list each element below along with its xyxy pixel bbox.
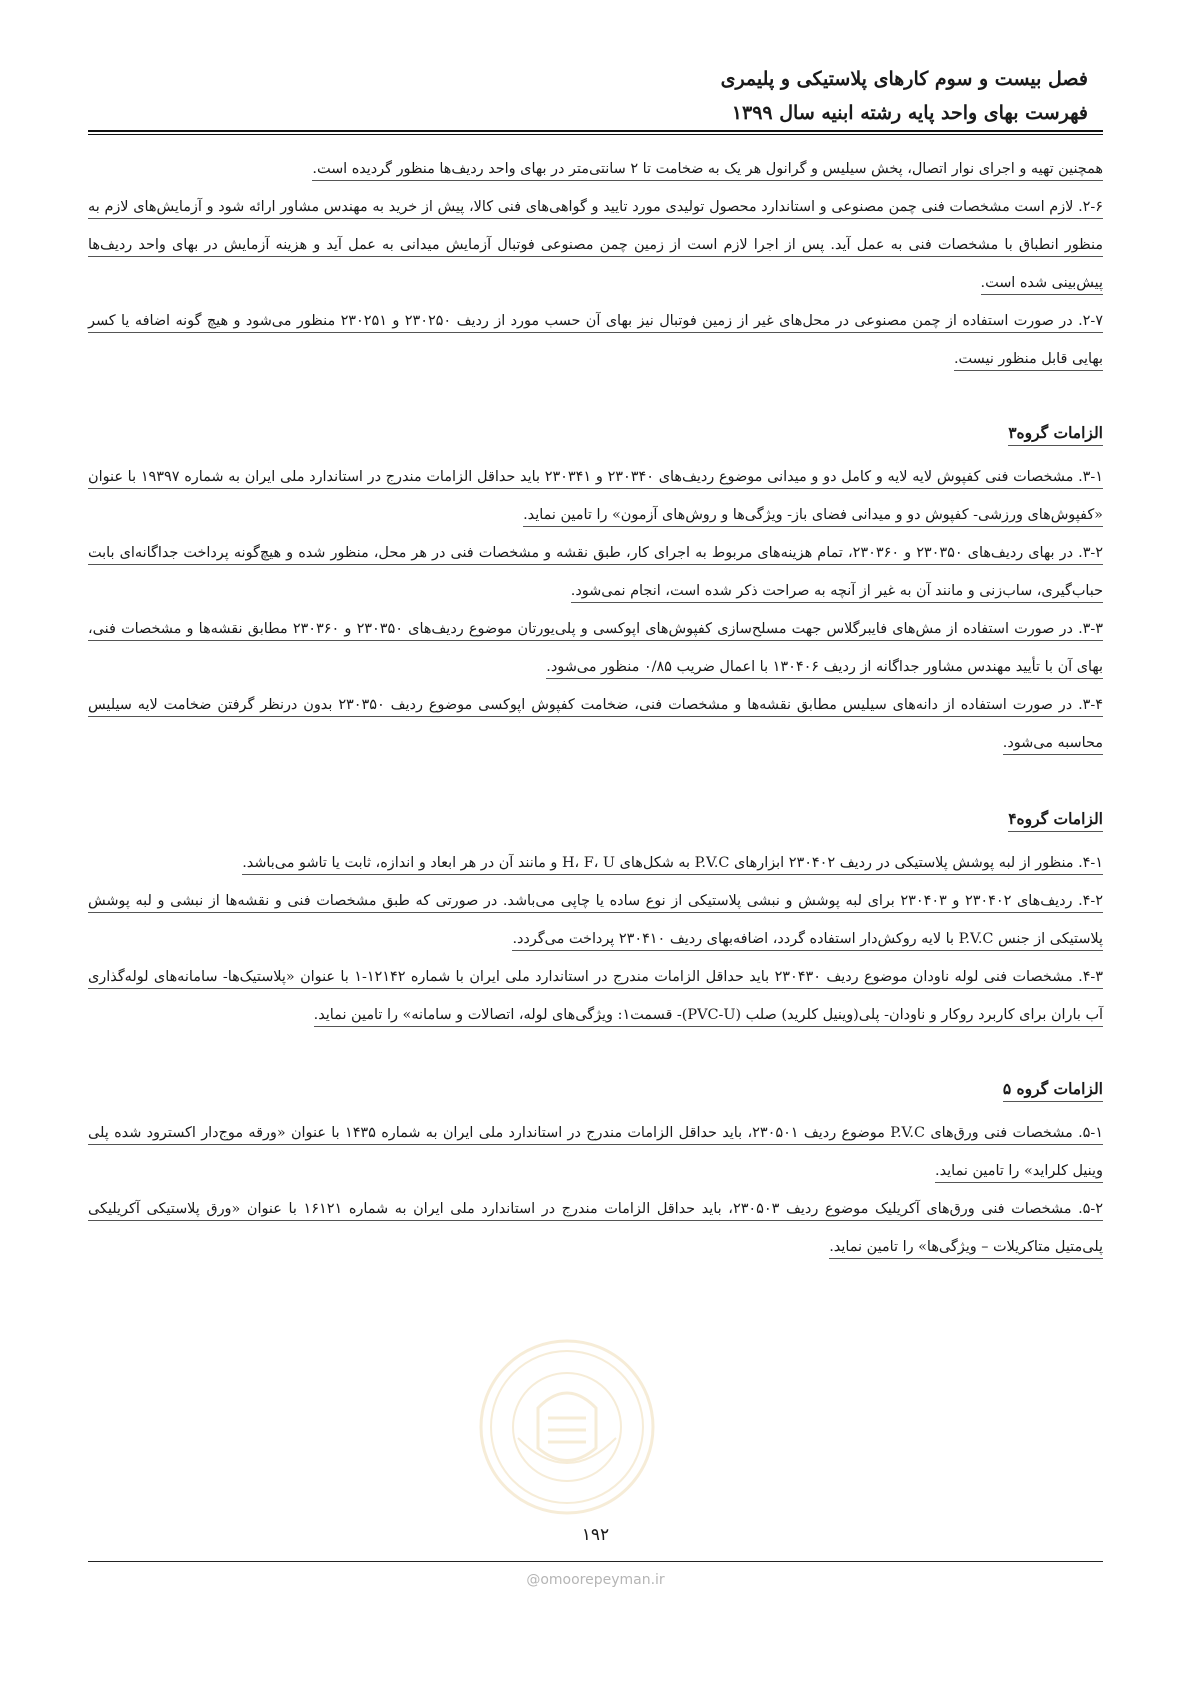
paragraph-3-2-text: ۳-۲. در بهای ردیف‌های ۲۳۰۳۵۰ و ۲۳۰۳۶۰، تمام هزینه‌های مربوط به اجرای کار، طبق نقشه و مشخصات فنی در هر محل، منظور شده و هیچ‌گونه پرداخت جداگانه‌ای بابت حباب‌گیری، ساب‌زنی و مانند آن به غیر از آنچه به صراحت ذکر شده است، انجام نمی‌شود.: [88, 545, 1103, 603]
header-rule-thick: [88, 130, 1103, 132]
paragraph-5-2-text: ۵-۲. مشخصات فنی ورق‌های آکریلیک موضوع ردیف ۲۳۰۵۰۳، باید حداقل الزامات مندرج در استاندارد ملی ایران به شماره ۱۶۱۲۱ با عنوان «ورق پلاستیکی آکریلیکی پلی‌متیل متاکریلات – ویژگی‌ها» را تامین نماید.: [88, 1201, 1103, 1259]
paragraph-4-3-text: ۴-۳. مشخصات فنی لوله ناودان موضوع ردیف ۲۳۰۴۳۰ باید حداقل الزامات مندرج در استاندارد ملی ایران با شماره ۱۲۱۴۲-۱ با عنوان «پلاستیک‌ها- سامانه‌های لوله‌گذاری آب باران برای کاربرد روکار و ناودان- پلی(وینیل کلرید) صلب (PVC-U)- قسمت۱: ویژگی‌های لوله، اتصالات و سامانه» را تامین نماید.: [88, 969, 1103, 1027]
paragraph-3-2: [88, 534, 1103, 610]
heading-group-3-text: الزامات گروه۳: [1008, 423, 1103, 446]
paragraph-4-2: [88, 882, 1103, 958]
document-body: [88, 150, 1103, 1266]
paragraph-4-1: [88, 844, 1103, 882]
paragraph-4-3: [88, 958, 1103, 1034]
paragraph-3-4: [88, 686, 1103, 762]
section-gap: [88, 1034, 1103, 1070]
paragraph-5-1-text: ۵-۱. مشخصات فنی ورق‌های P.V.C موضوع ردیف ۲۳۰۵۰۱، باید حداقل الزامات مندرج در استاندارد ملی ایران به شماره ۱۴۳۵ با عنوان «ورقه موج‌دار اکسترود شده پلی وینیل کلراید» را تامین نماید.: [88, 1125, 1103, 1183]
paragraph-5-1: [88, 1114, 1103, 1190]
paragraph-4-2-text: ۴-۲. ردیف‌های ۲۳۰۴۰۲ و ۲۳۰۴۰۳ برای لبه پوشش و نبشی پلاستیکی از نوع ساده یا چاپی می‌باشد. در صورتی که طبق مشخصات فنی و نقشه‌ها از نبشی و لبه پوشش پلاستیکی از جنس P.V.C با لایه روکش‌دار استفاده گردد، اضافه‌بهای ردیف ۲۳۰۴۱۰ پرداخت می‌گردد.: [88, 893, 1103, 951]
paragraph-2-7-text: ۲-۷. در صورت استفاده از چمن مصنوعی در محل‌های غیر از زمین فوتبال نیز بهای آن حسب مورد از ردیف ۲۳۰۲۵۰ و ۲۳۰۲۵۱ منظور می‌شود و هیچ گونه اضافه یا کسر بهایی قابل منظور نیست.: [88, 313, 1103, 371]
paragraph-5-2: [88, 1190, 1103, 1266]
footer-rule: [88, 1561, 1103, 1562]
section-gap: [88, 378, 1103, 414]
paragraph-4-1-text: ۴-۱. منظور از لبه پوشش پلاستیکی در ردیف ۲۳۰۴۰۲ ابزارهای P.V.C به شکل‌های H، F، U و مانند آن در هر ابعاد و اندازه، ثابت یا تاشو می‌باشد.: [242, 855, 1103, 875]
paragraph-2-6: [88, 188, 1103, 302]
paragraph-3-3: [88, 610, 1103, 686]
price-list-title: فهرست بهای واحد پایه رشته ابنیه سال ۱۳۹۹: [731, 102, 1088, 124]
page-header: [721, 62, 1088, 130]
seal-emblem-icon: [478, 1338, 656, 1516]
chapter-title: فصل بیست و سوم کارهای پلاستیکی و پلیمری: [720, 68, 1088, 90]
paragraph-2-6-text: ۲-۶. لازم است مشخصات فنی چمن مصنوعی و استاندارد محصول تولیدی مورد تایید و گواهی‌های فنی کالا، پیش از خرید به مهندس مشاور ارائه شود و آزمایش‌های لازم به منظور انطباق با مشخصات فنی به عمل آید. پس از اجرا لازم است از زمین چمن مصنوعی فوتبال آزمایش میدانی به عمل آید و هزینه آزمایش در بهای واحد ردیف‌ها پیش‌بینی شده است.: [88, 199, 1103, 295]
site-watermark: @omoorepeyman.ir: [526, 1572, 665, 1588]
paragraph-3-1: [88, 458, 1103, 534]
heading-group-5: [88, 1070, 1103, 1108]
paragraph-intro-text: همچنین تهیه و اجرای نوار اتصال، پخش سیلیس و گرانول هر یک به ضخامت تا ۲ سانتی‌متر در بهای واحد ردیف‌ها منظور گردیده است.: [312, 161, 1103, 181]
page-number: ۱۹۲: [581, 1525, 610, 1545]
heading-group-4: [88, 800, 1103, 838]
paragraph-3-3-text: ۳-۳. در صورت استفاده از مش‌های فایبرگلاس جهت مسلح‌سازی کفپوش‌های اپوکسی و پلی‌یورتان موضوع ردیف‌های ۲۳۰۳۵۰ و ۲۳۰۳۶۰ مطابق نقشه‌ها و مشخصات فنی، بهای آن با تأیید مهندس مشاور جداگانه از ردیف ۱۳۰۴۰۶ با اعمال ضریب ۰/۸۵ منظور می‌شود.: [88, 621, 1103, 679]
paragraph-2-7: [88, 302, 1103, 378]
heading-group-4-text: الزامات گروه۴: [1008, 809, 1103, 832]
section-gap: [88, 762, 1103, 800]
header-rule-thin: [88, 134, 1103, 135]
paragraph-3-4-text: ۳-۴. در صورت استفاده از دانه‌های سیلیس مطابق نقشه‌ها و مشخصات فنی، ضخامت کفپوش اپوکسی موضوع ردیف ۲۳۰۳۵۰ بدون درنظر گرفتن ضخامت لایه سیلیس محاسبه می‌شود.: [88, 697, 1103, 755]
heading-group-5-text: الزامات گروه ۵: [1003, 1079, 1103, 1102]
paragraph-3-1-text: ۳-۱. مشخصات فنی کفپوش لایه لایه و کامل دو و میدانی موضوع ردیف‌های ۲۳۰۳۴۰ و ۲۳۰۳۴۱ باید حداقل الزامات مندرج در استاندارد ملی ایران به شماره ۱۹۳۹۷ با عنوان «کفپوش‌های ورزشی- کفپوش دو و میدانی فضای باز- ویژگی‌ها و روش‌های آزمون» را تامین نماید.: [88, 469, 1103, 527]
heading-group-3: [88, 414, 1103, 452]
paragraph-intro: [88, 150, 1103, 188]
